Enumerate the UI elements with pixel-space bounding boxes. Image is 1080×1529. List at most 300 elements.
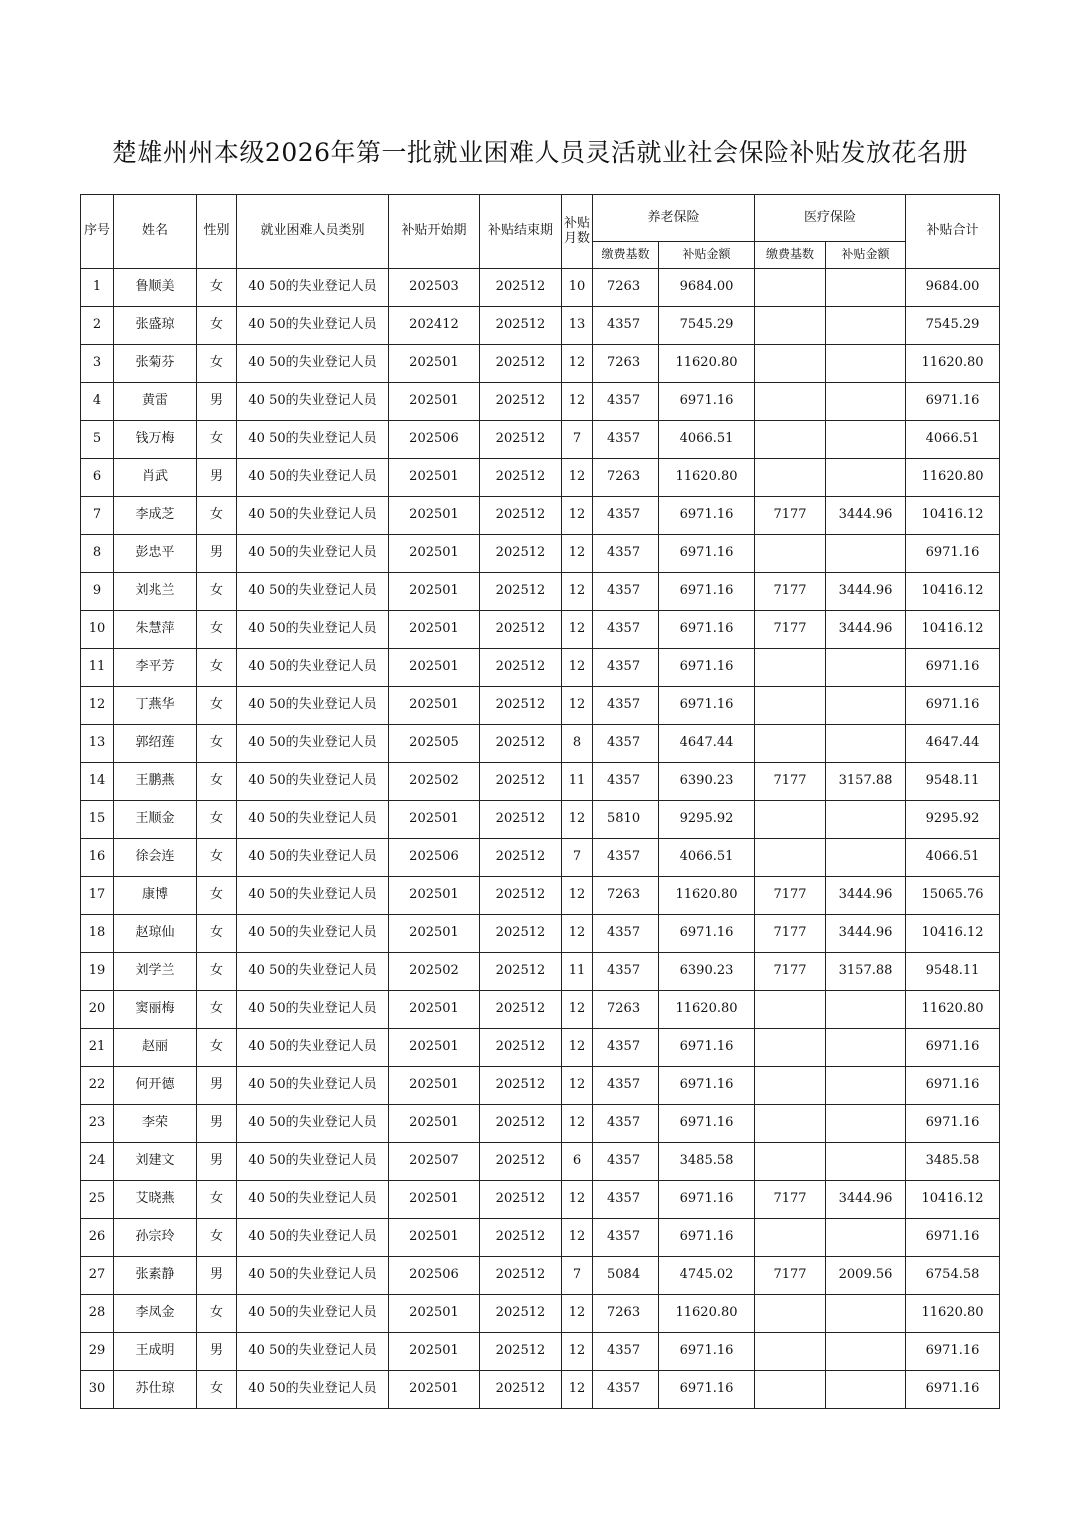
cell-pension-base: 4357 (593, 383, 659, 421)
cell-end-period: 202512 (480, 573, 562, 611)
cell-months: 12 (562, 877, 593, 915)
cell-gender: 女 (197, 611, 237, 649)
cell-end-period: 202512 (480, 801, 562, 839)
cell-medical-amount (826, 421, 906, 459)
table-row (81, 687, 1000, 725)
cell-gender: 女 (197, 421, 237, 459)
cell-seq: 10 (81, 611, 114, 649)
cell-medical-base (755, 1105, 826, 1143)
cell-seq: 2 (81, 307, 114, 345)
cell-medical-amount (826, 345, 906, 383)
cell-pension-amount: 6971.16 (659, 1333, 755, 1371)
cell-start-period: 202501 (389, 649, 480, 687)
cell-start-period: 202503 (389, 269, 480, 307)
cell-start-period: 202501 (389, 877, 480, 915)
cell-name: 彭忠平 (114, 535, 197, 573)
cell-name: 赵丽 (114, 1029, 197, 1067)
cell-medical-amount (826, 725, 906, 763)
cell-gender: 女 (197, 1371, 237, 1409)
cell-start-period: 202502 (389, 763, 480, 801)
table-row (81, 991, 1000, 1029)
cell-seq: 14 (81, 763, 114, 801)
cell-start-period: 202501 (389, 1219, 480, 1257)
cell-gender: 女 (197, 953, 237, 991)
cell-pension-amount: 6971.16 (659, 1371, 755, 1409)
cell-gender: 女 (197, 1219, 237, 1257)
cell-total: 6971.16 (906, 535, 1000, 573)
header-gender: 性别 (197, 195, 237, 269)
cell-total: 6971.16 (906, 1105, 1000, 1143)
cell-gender: 女 (197, 649, 237, 687)
header-category: 就业困难人员类别 (237, 195, 389, 269)
cell-start-period: 202501 (389, 345, 480, 383)
cell-name: 丁燕华 (114, 687, 197, 725)
cell-pension-base: 7263 (593, 345, 659, 383)
cell-seq: 21 (81, 1029, 114, 1067)
cell-gender: 女 (197, 345, 237, 383)
cell-pension-amount: 6390.23 (659, 953, 755, 991)
cell-pension-base: 4357 (593, 573, 659, 611)
cell-gender: 男 (197, 1067, 237, 1105)
cell-medical-base (755, 307, 826, 345)
cell-pension-base: 4357 (593, 1143, 659, 1181)
cell-medical-base (755, 345, 826, 383)
cell-end-period: 202512 (480, 497, 562, 535)
table-row (81, 1219, 1000, 1257)
cell-medical-amount: 3444.96 (826, 611, 906, 649)
cell-name: 孙宗玲 (114, 1219, 197, 1257)
header-total: 补贴合计 (906, 195, 1000, 269)
table-row (81, 345, 1000, 383)
cell-medical-amount (826, 1219, 906, 1257)
cell-months: 12 (562, 459, 593, 497)
cell-gender: 男 (197, 459, 237, 497)
cell-seq: 7 (81, 497, 114, 535)
cell-total: 6971.16 (906, 1333, 1000, 1371)
cell-medical-base (755, 1219, 826, 1257)
cell-medical-amount (826, 1029, 906, 1067)
cell-seq: 29 (81, 1333, 114, 1371)
cell-medical-base (755, 1143, 826, 1181)
cell-medical-amount (826, 1143, 906, 1181)
cell-end-period: 202512 (480, 535, 562, 573)
cell-months: 8 (562, 725, 593, 763)
cell-months: 12 (562, 801, 593, 839)
table-row (81, 459, 1000, 497)
cell-pension-amount: 6971.16 (659, 1029, 755, 1067)
cell-pension-amount: 11620.80 (659, 877, 755, 915)
cell-start-period: 202505 (389, 725, 480, 763)
cell-seq: 3 (81, 345, 114, 383)
cell-category: 40 50的失业登记人员 (237, 953, 389, 991)
table-row (81, 839, 1000, 877)
cell-gender: 女 (197, 1181, 237, 1219)
cell-start-period: 202501 (389, 535, 480, 573)
cell-seq: 26 (81, 1219, 114, 1257)
cell-total: 11620.80 (906, 459, 1000, 497)
cell-start-period: 202501 (389, 1295, 480, 1333)
table-row (81, 801, 1000, 839)
cell-end-period: 202512 (480, 991, 562, 1029)
cell-end-period: 202512 (480, 1181, 562, 1219)
cell-gender: 女 (197, 839, 237, 877)
cell-pension-amount: 4066.51 (659, 421, 755, 459)
cell-end-period: 202512 (480, 1371, 562, 1409)
cell-gender: 男 (197, 1333, 237, 1371)
cell-seq: 17 (81, 877, 114, 915)
cell-end-period: 202512 (480, 1105, 562, 1143)
cell-start-period: 202501 (389, 1333, 480, 1371)
cell-pension-base: 4357 (593, 1371, 659, 1409)
cell-start-period: 202506 (389, 839, 480, 877)
cell-pension-amount: 7545.29 (659, 307, 755, 345)
cell-pension-base: 7263 (593, 1295, 659, 1333)
header-months: 补贴月数 (562, 195, 593, 269)
cell-name: 赵琼仙 (114, 915, 197, 953)
cell-gender: 女 (197, 877, 237, 915)
cell-start-period: 202501 (389, 1181, 480, 1219)
page-title: 楚雄州州本级2026年第一批就业困难人员灵活就业社会保险补贴发放花名册 (111, 138, 969, 167)
table-row (81, 421, 1000, 459)
cell-pension-amount: 4066.51 (659, 839, 755, 877)
cell-end-period: 202512 (480, 1143, 562, 1181)
cell-start-period: 202501 (389, 611, 480, 649)
cell-end-period: 202512 (480, 1029, 562, 1067)
cell-category: 40 50的失业登记人员 (237, 1181, 389, 1219)
cell-months: 12 (562, 991, 593, 1029)
table-row (81, 1067, 1000, 1105)
cell-end-period: 202512 (480, 269, 562, 307)
cell-category: 40 50的失业登记人员 (237, 1067, 389, 1105)
table-row (81, 1333, 1000, 1371)
cell-category: 40 50的失业登记人员 (237, 801, 389, 839)
cell-name: 钱万梅 (114, 421, 197, 459)
cell-start-period: 202501 (389, 991, 480, 1029)
cell-gender: 男 (197, 1143, 237, 1181)
cell-months: 12 (562, 573, 593, 611)
cell-medical-amount (826, 649, 906, 687)
cell-seq: 1 (81, 269, 114, 307)
cell-medical-amount (826, 839, 906, 877)
table-row (81, 877, 1000, 915)
cell-pension-base: 7263 (593, 877, 659, 915)
cell-start-period: 202506 (389, 421, 480, 459)
cell-start-period: 202501 (389, 459, 480, 497)
cell-months: 12 (562, 1105, 593, 1143)
cell-medical-amount: 3444.96 (826, 915, 906, 953)
cell-pension-amount: 11620.80 (659, 1295, 755, 1333)
cell-medical-base (755, 1029, 826, 1067)
cell-name: 肖武 (114, 459, 197, 497)
cell-total: 4066.51 (906, 421, 1000, 459)
cell-category: 40 50的失业登记人员 (237, 1219, 389, 1257)
cell-medical-base (755, 839, 826, 877)
cell-total: 7545.29 (906, 307, 1000, 345)
cell-pension-base: 4357 (593, 839, 659, 877)
cell-end-period: 202512 (480, 725, 562, 763)
cell-seq: 27 (81, 1257, 114, 1295)
cell-total: 4066.51 (906, 839, 1000, 877)
cell-start-period: 202501 (389, 383, 480, 421)
cell-category: 40 50的失业登记人员 (237, 649, 389, 687)
cell-name: 王顺金 (114, 801, 197, 839)
cell-total: 9295.92 (906, 801, 1000, 839)
cell-seq: 13 (81, 725, 114, 763)
cell-pension-amount: 11620.80 (659, 991, 755, 1029)
cell-medical-amount: 3157.88 (826, 763, 906, 801)
cell-months: 7 (562, 839, 593, 877)
cell-seq: 8 (81, 535, 114, 573)
cell-medical-base: 7177 (755, 1257, 826, 1295)
table-row (81, 1257, 1000, 1295)
cell-months: 12 (562, 611, 593, 649)
cell-category: 40 50的失业登记人员 (237, 725, 389, 763)
cell-end-period: 202512 (480, 1257, 562, 1295)
cell-category: 40 50的失业登记人员 (237, 1257, 389, 1295)
cell-total: 6971.16 (906, 383, 1000, 421)
table-row (81, 307, 1000, 345)
cell-gender: 女 (197, 1029, 237, 1067)
cell-months: 12 (562, 1333, 593, 1371)
cell-total: 4647.44 (906, 725, 1000, 763)
cell-start-period: 202501 (389, 1029, 480, 1067)
cell-medical-amount: 3444.96 (826, 877, 906, 915)
cell-months: 12 (562, 1295, 593, 1333)
header-start-period: 补贴开始期 (389, 195, 480, 269)
cell-end-period: 202512 (480, 383, 562, 421)
table-row (81, 497, 1000, 535)
cell-total: 6971.16 (906, 1029, 1000, 1067)
header-name: 姓名 (114, 195, 197, 269)
header-pension-amount: 补贴金额 (659, 242, 755, 269)
cell-end-period: 202512 (480, 915, 562, 953)
cell-pension-amount: 6971.16 (659, 573, 755, 611)
header-medical-base: 缴费基数 (755, 242, 826, 269)
cell-gender: 女 (197, 725, 237, 763)
cell-category: 40 50的失业登记人员 (237, 459, 389, 497)
cell-end-period: 202512 (480, 1333, 562, 1371)
cell-start-period: 202501 (389, 1105, 480, 1143)
cell-start-period: 202501 (389, 801, 480, 839)
cell-gender: 女 (197, 269, 237, 307)
cell-medical-base (755, 1371, 826, 1409)
cell-medical-base (755, 687, 826, 725)
cell-pension-amount: 6971.16 (659, 1181, 755, 1219)
cell-pension-amount: 9684.00 (659, 269, 755, 307)
cell-end-period: 202512 (480, 649, 562, 687)
cell-medical-amount (826, 1105, 906, 1143)
cell-gender: 女 (197, 991, 237, 1029)
table-row (81, 1181, 1000, 1219)
cell-name: 艾晓燕 (114, 1181, 197, 1219)
cell-start-period: 202412 (389, 307, 480, 345)
cell-name: 李成芝 (114, 497, 197, 535)
cell-medical-amount (826, 535, 906, 573)
cell-name: 窦丽梅 (114, 991, 197, 1029)
cell-medical-base (755, 801, 826, 839)
table-row (81, 953, 1000, 991)
cell-name: 张素静 (114, 1257, 197, 1295)
roster-body (81, 269, 1000, 1409)
cell-months: 12 (562, 1371, 593, 1409)
cell-seq: 11 (81, 649, 114, 687)
cell-gender: 男 (197, 1105, 237, 1143)
table-row (81, 573, 1000, 611)
cell-months: 12 (562, 1029, 593, 1067)
cell-gender: 女 (197, 687, 237, 725)
cell-months: 12 (562, 649, 593, 687)
cell-medical-amount (826, 1333, 906, 1371)
cell-pension-amount: 6971.16 (659, 383, 755, 421)
cell-medical-base (755, 1067, 826, 1105)
cell-medical-base: 7177 (755, 573, 826, 611)
cell-pension-base: 5810 (593, 801, 659, 839)
cell-pension-amount: 6971.16 (659, 649, 755, 687)
cell-total: 10416.12 (906, 915, 1000, 953)
table-row (81, 1029, 1000, 1067)
cell-medical-amount (826, 383, 906, 421)
cell-pension-base: 4357 (593, 497, 659, 535)
cell-total: 10416.12 (906, 611, 1000, 649)
cell-category: 40 50的失业登记人员 (237, 269, 389, 307)
cell-medical-amount (826, 1295, 906, 1333)
cell-months: 10 (562, 269, 593, 307)
cell-total: 9548.11 (906, 763, 1000, 801)
cell-total: 11620.80 (906, 345, 1000, 383)
cell-total: 9684.00 (906, 269, 1000, 307)
cell-pension-base: 4357 (593, 1067, 659, 1105)
cell-pension-base: 4357 (593, 687, 659, 725)
cell-name: 张盛琼 (114, 307, 197, 345)
table-row (81, 915, 1000, 953)
cell-category: 40 50的失业登记人员 (237, 687, 389, 725)
cell-medical-amount: 3157.88 (826, 953, 906, 991)
cell-pension-base: 4357 (593, 763, 659, 801)
cell-medical-base (755, 459, 826, 497)
cell-months: 12 (562, 535, 593, 573)
table-row (81, 269, 1000, 307)
cell-seq: 30 (81, 1371, 114, 1409)
cell-seq: 28 (81, 1295, 114, 1333)
cell-months: 12 (562, 383, 593, 421)
cell-category: 40 50的失业登记人员 (237, 1105, 389, 1143)
table-row (81, 1105, 1000, 1143)
cell-gender: 男 (197, 383, 237, 421)
cell-end-period: 202512 (480, 345, 562, 383)
header-pension-insurance: 养老保险 (593, 195, 755, 242)
cell-total: 9548.11 (906, 953, 1000, 991)
cell-pension-base: 4357 (593, 1029, 659, 1067)
cell-medical-base (755, 1333, 826, 1371)
cell-medical-amount: 2009.56 (826, 1257, 906, 1295)
table-row (81, 1295, 1000, 1333)
cell-gender: 女 (197, 1295, 237, 1333)
cell-seq: 24 (81, 1143, 114, 1181)
cell-category: 40 50的失业登记人员 (237, 915, 389, 953)
cell-medical-base: 7177 (755, 611, 826, 649)
cell-total: 15065.76 (906, 877, 1000, 915)
cell-pension-amount: 6971.16 (659, 1105, 755, 1143)
cell-seq: 16 (81, 839, 114, 877)
cell-end-period: 202512 (480, 611, 562, 649)
cell-pension-base: 4357 (593, 953, 659, 991)
cell-category: 40 50的失业登记人员 (237, 345, 389, 383)
cell-seq: 12 (81, 687, 114, 725)
cell-name: 黄雷 (114, 383, 197, 421)
cell-medical-amount (826, 459, 906, 497)
cell-end-period: 202512 (480, 839, 562, 877)
cell-start-period: 202501 (389, 1371, 480, 1409)
cell-medical-amount: 3444.96 (826, 1181, 906, 1219)
cell-months: 12 (562, 345, 593, 383)
cell-pension-amount: 6971.16 (659, 1219, 755, 1257)
cell-category: 40 50的失业登记人员 (237, 383, 389, 421)
cell-pension-amount: 3485.58 (659, 1143, 755, 1181)
cell-medical-amount (826, 307, 906, 345)
cell-medical-base (755, 649, 826, 687)
table-row (81, 1143, 1000, 1181)
cell-medical-base (755, 383, 826, 421)
cell-medical-amount: 3444.96 (826, 573, 906, 611)
cell-seq: 19 (81, 953, 114, 991)
cell-pension-base: 4357 (593, 649, 659, 687)
cell-category: 40 50的失业登记人员 (237, 763, 389, 801)
cell-medical-amount (826, 1067, 906, 1105)
cell-end-period: 202512 (480, 877, 562, 915)
table-row (81, 535, 1000, 573)
cell-total: 11620.80 (906, 991, 1000, 1029)
cell-pension-base: 7263 (593, 269, 659, 307)
cell-seq: 4 (81, 383, 114, 421)
cell-total: 11620.80 (906, 1295, 1000, 1333)
cell-gender: 女 (197, 573, 237, 611)
cell-months: 12 (562, 915, 593, 953)
cell-end-period: 202512 (480, 1295, 562, 1333)
cell-end-period: 202512 (480, 1067, 562, 1105)
cell-medical-base (755, 1295, 826, 1333)
cell-pension-base: 4357 (593, 1181, 659, 1219)
cell-category: 40 50的失业登记人员 (237, 307, 389, 345)
cell-name: 鲁顺美 (114, 269, 197, 307)
cell-start-period: 202501 (389, 1067, 480, 1105)
cell-seq: 9 (81, 573, 114, 611)
cell-seq: 25 (81, 1181, 114, 1219)
cell-gender: 女 (197, 307, 237, 345)
cell-medical-base: 7177 (755, 915, 826, 953)
cell-name: 李平芳 (114, 649, 197, 687)
cell-pension-base: 4357 (593, 421, 659, 459)
cell-pension-amount: 11620.80 (659, 345, 755, 383)
cell-total: 10416.12 (906, 497, 1000, 535)
cell-pension-base: 4357 (593, 1219, 659, 1257)
cell-start-period: 202501 (389, 687, 480, 725)
cell-pension-amount: 6971.16 (659, 687, 755, 725)
cell-category: 40 50的失业登记人员 (237, 421, 389, 459)
cell-medical-base: 7177 (755, 877, 826, 915)
cell-seq: 23 (81, 1105, 114, 1143)
cell-total: 6971.16 (906, 687, 1000, 725)
cell-total: 10416.12 (906, 573, 1000, 611)
cell-end-period: 202512 (480, 763, 562, 801)
cell-pension-amount: 4745.02 (659, 1257, 755, 1295)
cell-name: 刘建文 (114, 1143, 197, 1181)
cell-name: 张菊芬 (114, 345, 197, 383)
cell-months: 12 (562, 1067, 593, 1105)
cell-start-period: 202502 (389, 953, 480, 991)
cell-medical-base (755, 535, 826, 573)
cell-end-period: 202512 (480, 953, 562, 991)
cell-name: 刘学兰 (114, 953, 197, 991)
